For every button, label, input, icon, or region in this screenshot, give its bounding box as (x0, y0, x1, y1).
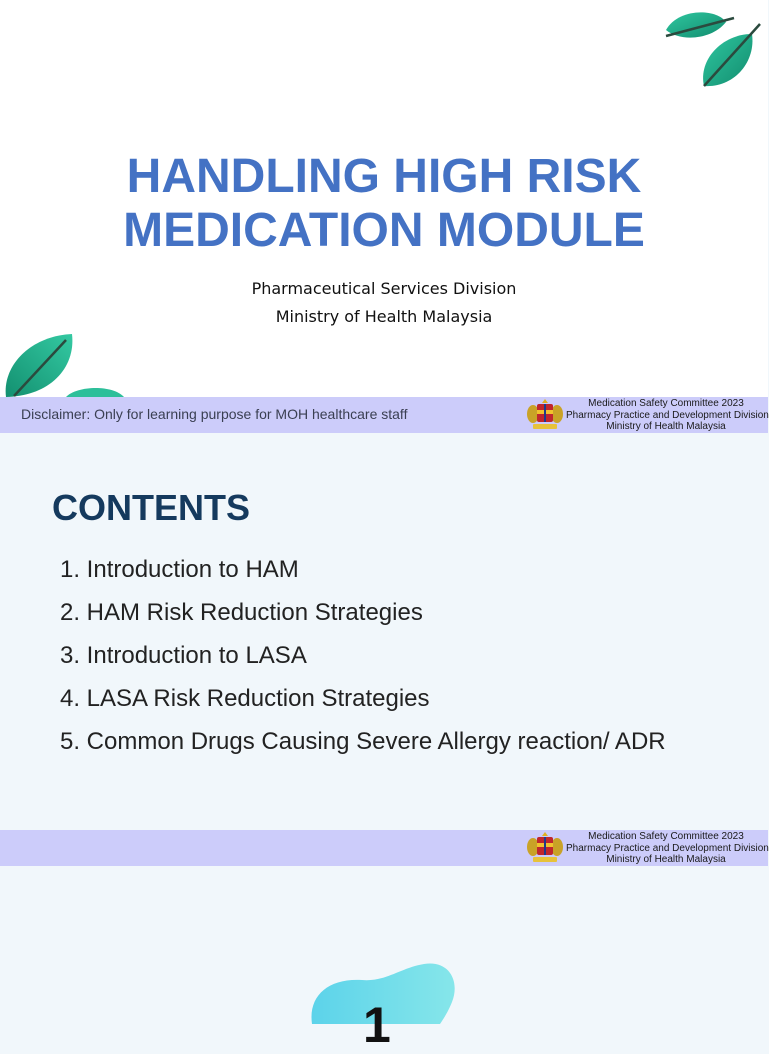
committee-line-1: Medication Safety Committee 2023 (588, 398, 744, 409)
committee-info (566, 831, 769, 866)
committee-info (566, 398, 769, 433)
disclaimer-text: Disclaimer: Only for learning purpose for MOH healthcare staff (21, 406, 408, 422)
title-slide (0, 0, 768, 397)
committee-line-3: Ministry of Health Malaysia (606, 854, 726, 865)
list-item: 3. Introduction to LASA (60, 642, 307, 669)
subtitle-division: Pharmaceutical Services Division (251, 279, 517, 298)
committee-line-3: Ministry of Health Malaysia (606, 421, 726, 432)
committee-line-1: Medication Safety Committee 2023 (588, 831, 744, 842)
title-line-1: HANDLING HIGH RISK (126, 150, 642, 203)
list-item: 4. LASA Risk Reduction Strategies (60, 685, 430, 712)
committee-line-2: Pharmacy Practice and Development Division (566, 409, 769, 421)
footer-bar (0, 397, 768, 433)
malaysia-coat-of-arms-icon (525, 399, 565, 431)
footer-bar (0, 830, 768, 866)
contents-heading: CONTENTS (52, 487, 250, 528)
leaf-icon (660, 6, 768, 92)
list-item: 2. HAM Risk Reduction Strategies (60, 599, 423, 626)
malaysia-coat-of-arms-icon (525, 832, 565, 864)
section-slide (0, 866, 768, 1053)
contents-list (60, 552, 666, 767)
list-item: 5. Common Drugs Causing Severe Allergy reaction/ ADR (60, 728, 666, 755)
contents-slide (0, 433, 768, 830)
section-number: 1 (363, 997, 391, 1053)
leaf-icon (0, 330, 130, 397)
subtitle-ministry: Ministry of Health Malaysia (275, 307, 493, 326)
committee-line-2: Pharmacy Practice and Development Division (566, 842, 769, 854)
page-title (0, 150, 768, 258)
list-item: 1. Introduction to HAM (60, 556, 299, 583)
title-line-2: MEDICATION MODULE (123, 204, 645, 257)
